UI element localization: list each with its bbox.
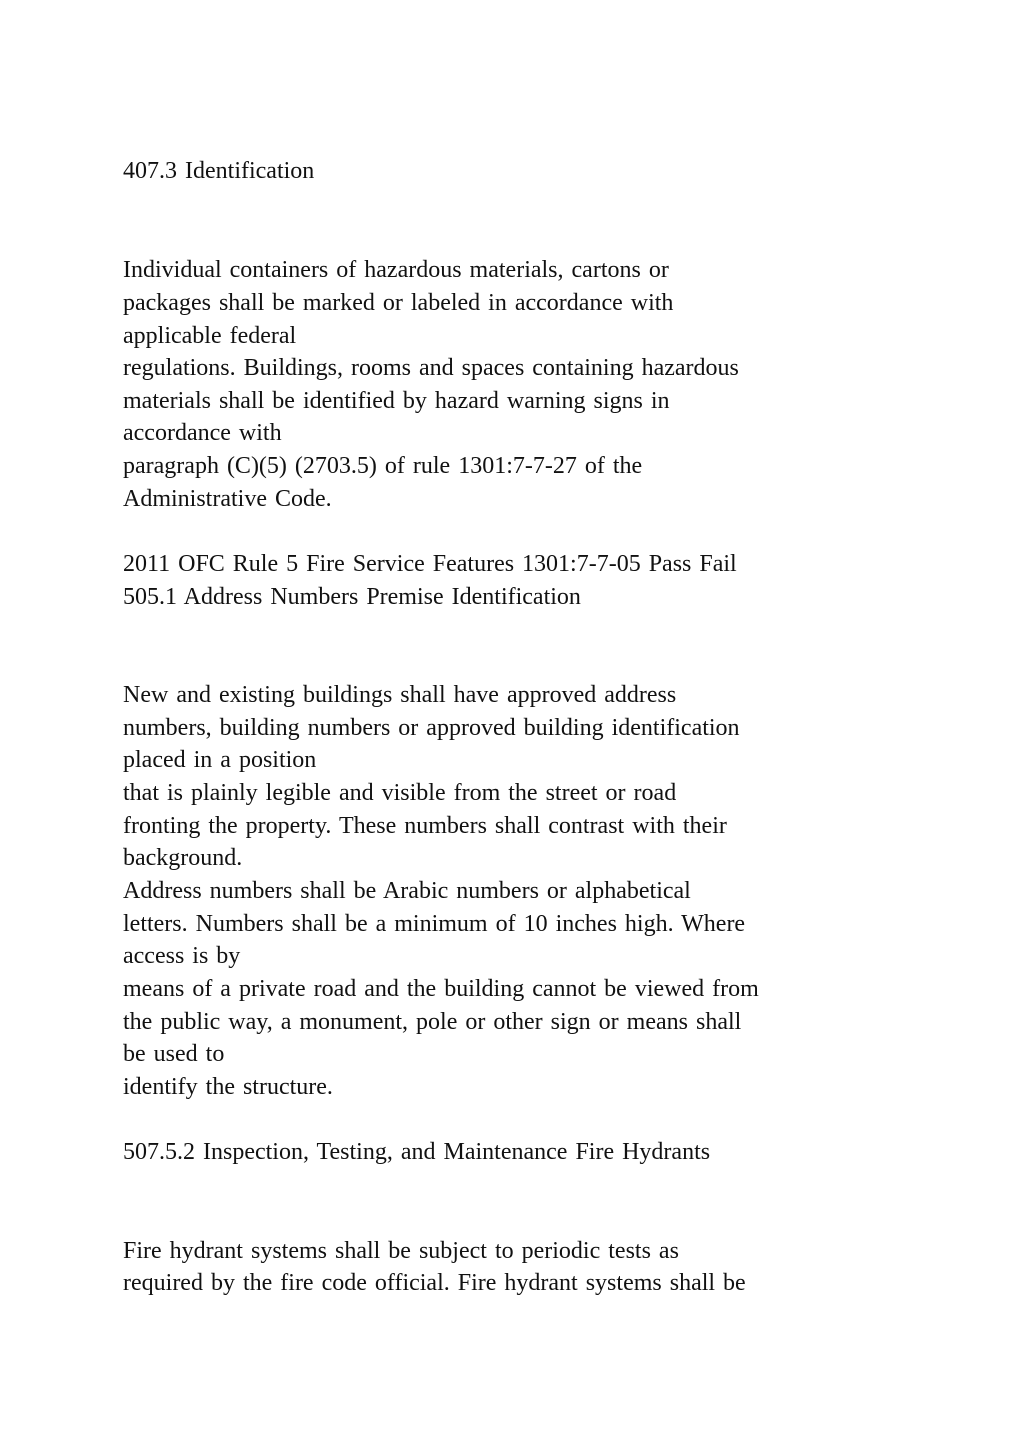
paragraph-line: letters. Numbers shall be a minimum of 10 inches high. Where <box>123 911 746 937</box>
section-heading-rule-5: 2011 OFC Rule 5 Fire Service Features 1301:7-7-05 Pass Fail <box>123 551 737 577</box>
paragraph-line: Address numbers shall be Arabic numbers or alphabetical <box>123 878 691 904</box>
paragraph-line: regulations. Buildings, rooms and spaces containing hazardous <box>123 355 739 381</box>
paragraph-line: Fire hydrant systems shall be subject to periodic tests as <box>123 1238 679 1264</box>
paragraph-line: Individual containers of hazardous materials, cartons or <box>123 257 669 283</box>
paragraph-line: numbers, building numbers or approved building identification <box>123 715 740 741</box>
paragraph-line: paragraph (C)(5) (2703.5) of rule 1301:7-7-27 of the <box>123 453 643 479</box>
paragraph-line: background. <box>123 845 243 871</box>
paragraph-line: accordance with <box>123 420 282 446</box>
paragraph-line: fronting the property. These numbers shall contrast with their <box>123 813 727 839</box>
paragraph-line: the public way, a monument, pole or other sign or means shall <box>123 1009 742 1035</box>
section-heading-507-5-2: 507.5.2 Inspection, Testing, and Maintenance Fire Hydrants <box>123 1139 711 1165</box>
paragraph-line: identify the structure. <box>123 1074 333 1100</box>
paragraph-line: packages shall be marked or labeled in accordance with <box>123 290 674 316</box>
paragraph-line: Administrative Code. <box>123 486 332 512</box>
section-heading-505-1: 505.1 Address Numbers Premise Identification <box>123 584 581 610</box>
paragraph-line: means of a private road and the building cannot be viewed from <box>123 976 759 1002</box>
paragraph-line: access is by <box>123 943 241 969</box>
paragraph-line: be used to <box>123 1041 225 1067</box>
paragraph-line: materials shall be identified by hazard warning signs in <box>123 388 670 414</box>
paragraph-line: applicable federal <box>123 323 297 349</box>
paragraph-line: New and existing buildings shall have approved address <box>123 682 677 708</box>
paragraph-line: required by the fire code official. Fire hydrant systems shall be <box>123 1270 746 1296</box>
paragraph-line: placed in a position <box>123 747 317 773</box>
paragraph-line: that is plainly legible and visible from the street or road <box>123 780 677 806</box>
section-heading-407-3: 407.3 Identification <box>123 158 315 184</box>
